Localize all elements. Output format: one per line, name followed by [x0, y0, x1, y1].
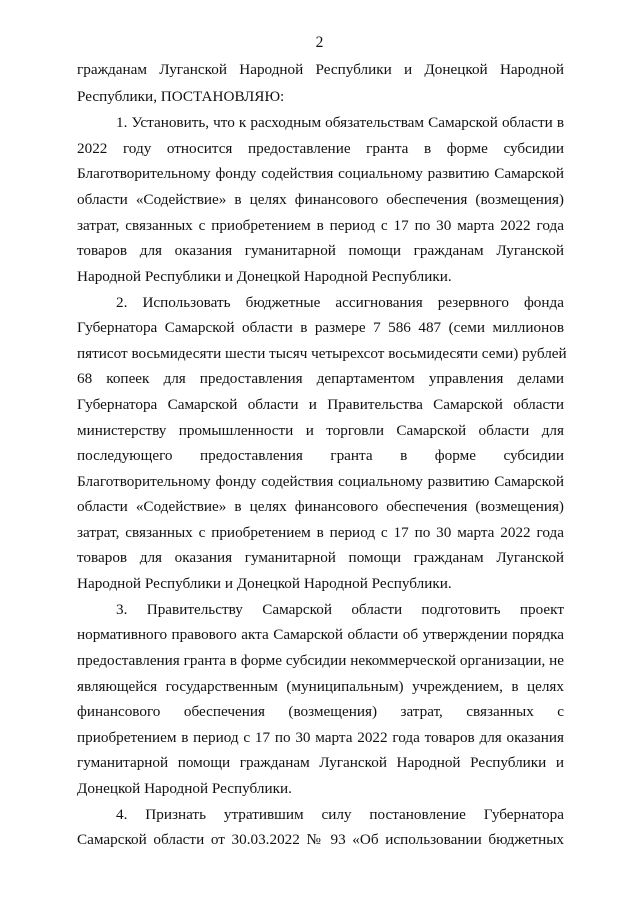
text-line: гражданам Луганской Народной Республики и Донецкой Народной	[77, 61, 564, 78]
text-line: последующего предоставления гранта в форме субсидии	[77, 447, 564, 464]
text-line: предоставления гранта в форме субсидии некоммерческой организации, не	[77, 652, 564, 669]
text-line: гуманитарной помощи гражданам Луганской Народной Республики и	[77, 754, 564, 771]
text-line: Самарской области от 30.03.2022 № 93 «Об использовании бюджетных	[77, 831, 564, 848]
text-line: области «Содействие» в целях финансового обеспечения (возмещения)	[77, 191, 564, 208]
text-line: Народной Республики и Донецкой Народной Республики.	[77, 575, 452, 592]
text-line: Республики, ПОСТАНОВЛЯЮ:	[77, 88, 285, 105]
text-line: затрат, связанных с приобретением в период с 17 по 30 марта 2022 года	[77, 217, 564, 234]
text-line: товаров для оказания гуманитарной помощи гражданам Луганской	[77, 549, 564, 566]
text-line: Благотворительному фонду содействия социальному развитию Самарской	[77, 473, 564, 490]
paragraph-2-start: 2. Использовать бюджетные ассигнования резервного фонда	[116, 294, 564, 311]
text-line: 2022 году относится предоставление гранта в форме субсидии	[77, 140, 564, 157]
text-line: финансового обеспечения (возмещения) затрат, связанных с	[77, 703, 564, 720]
text-line: являющейся государственным (муниципальным) учреждением, в целях	[77, 678, 564, 695]
text-line: затрат, связанных с приобретением в период с 17 по 30 марта 2022 года	[77, 524, 564, 541]
paragraph-4-start: 4. Признать утратившим силу постановление Губернатора	[116, 806, 564, 823]
text-line: Донецкой Народной Республики.	[77, 780, 292, 797]
text-line: Губернатора Самарской области и Правительства Самарской области	[77, 396, 564, 413]
text-line: товаров для оказания гуманитарной помощи гражданам Луганской	[77, 242, 564, 259]
text-line: приобретением в период с 17 по 30 марта 2022 года товаров для оказания	[77, 729, 564, 746]
text-line: Народной Республики и Донецкой Народной Республики.	[77, 268, 452, 285]
paragraph-3-start: 3. Правительству Самарской области подготовить проект	[116, 601, 564, 618]
text-line: Губернатора Самарской области в размере 7 586 487 (семи миллионов	[77, 319, 564, 336]
page-number: 2	[315, 34, 324, 51]
text-line: пятисот восьмидесяти шести тысяч четырехсот восьмидесяти семи) рублей	[77, 345, 567, 362]
text-line: министерству промышленности и торговли Самарской области для	[77, 422, 564, 439]
text-line: Благотворительному фонду содействия социальному развитию Самарской	[77, 165, 564, 182]
paragraph-1-start: 1. Установить, что к расходным обязательствам Самарской области в	[116, 114, 564, 131]
text-line: нормативного правового акта Самарской области об утверждении порядка	[77, 626, 564, 643]
text-line: 68 копеек для предоставления департаментом управления делами	[77, 370, 564, 387]
text-line: области «Содействие» в целях финансового обеспечения (возмещения)	[77, 498, 564, 515]
